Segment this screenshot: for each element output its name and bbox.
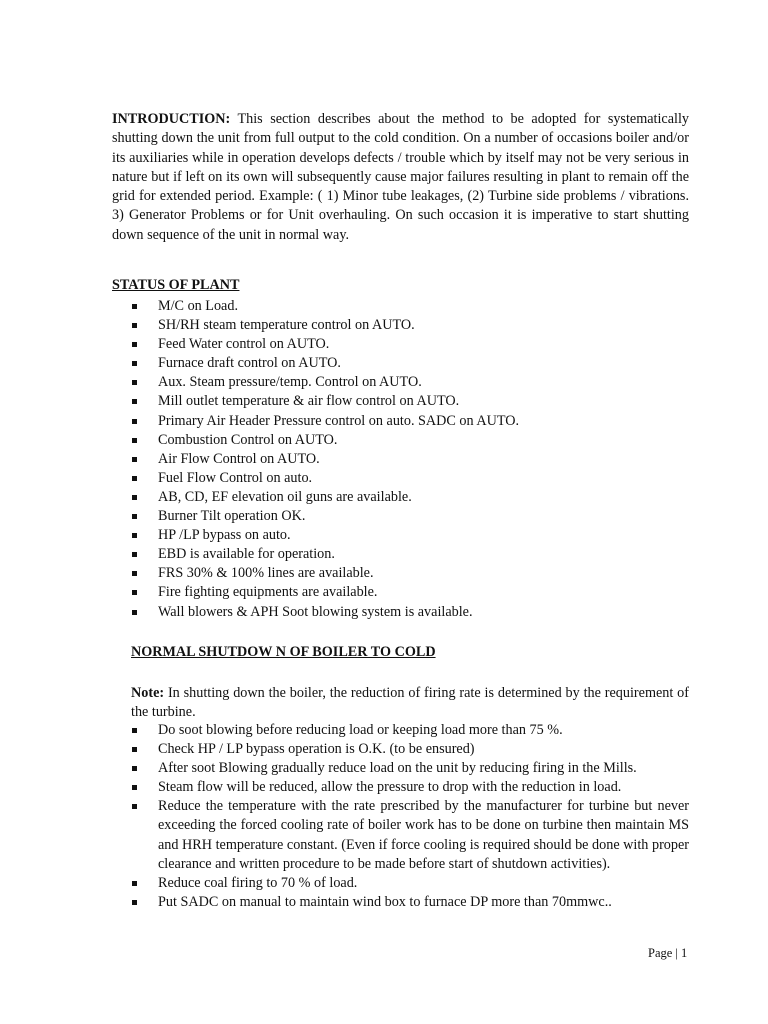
bullet-icon: [132, 380, 137, 385]
status-list-item: [112, 564, 689, 583]
bullet-icon: [132, 881, 137, 886]
bullet-icon: [132, 533, 137, 538]
list-item-text: AB, CD, EF elevation oil guns are available.: [158, 488, 412, 505]
status-list-item: [112, 392, 689, 411]
introduction-text: This section describes about the method to be adopted for systematically shutting down the unit from full output to the cold condition. On a number of occasions boiler and/or its auxiliaries while in operation develops defects / trouble which by itself may not be very serious in nature but if left on its own will subsequently cause major failures resulting in plant to remain off the grid for extended period. Example: ( 1) Minor tube leakages, (2) Turbine side problems / vibrations. 3) Generator Problems or for Unit overhauling. On such occasion it is imperative to start shutting down sequence of the unit in normal way.: [112, 111, 689, 243]
status-list-item: [112, 373, 689, 392]
bullet-icon: [132, 476, 137, 481]
status-list-item: [112, 488, 689, 507]
shutdown-steps-list: [112, 721, 689, 912]
list-item-text: Feed Water control on AUTO.: [158, 336, 330, 353]
shutdown-list-item: [112, 893, 689, 912]
list-item-text: Primary Air Header Pressure control on auto. SADC on AUTO.: [158, 412, 520, 429]
list-item-text: Furnace draft control on AUTO.: [158, 355, 341, 372]
bullet-icon: [132, 728, 137, 733]
list-item-text: SH/RH steam temperature control on AUTO.: [158, 317, 415, 334]
status-list-item: [112, 335, 689, 354]
list-item-text: Do soot blowing before reducing load or keeping load more than 75 %.: [158, 722, 563, 738]
list-item-text: HP /LP bypass on auto.: [158, 527, 291, 544]
introduction-label: INTRODUCTION:: [112, 111, 231, 127]
list-item-text: FRS 30% & 100% lines are available.: [158, 565, 374, 582]
list-item-text: Reduce coal firing to 70 % of load.: [158, 874, 358, 891]
list-item-text: Combustion Control on AUTO.: [158, 431, 338, 448]
bullet-icon: [132, 514, 137, 519]
bullet-icon: [132, 323, 137, 328]
list-item-text: M/C on Load.: [158, 298, 238, 314]
bullet-icon: [132, 342, 137, 347]
status-list-item: [112, 431, 689, 450]
list-item-text: After soot Blowing gradually reduce load on the unit by reducing firing in the Mills.: [158, 760, 637, 777]
status-list-item: [112, 526, 689, 545]
status-list-item: [112, 469, 689, 488]
shutdown-list-item: [112, 759, 689, 778]
bullet-icon: [132, 900, 137, 905]
list-item-text: Mill outlet temperature & air flow control on AUTO.: [158, 393, 460, 410]
list-item-text: Steam flow will be reduced, allow the pressure to drop with the reduction in load.: [158, 779, 622, 796]
shutdown-list-item: [112, 778, 689, 797]
status-list-item: [112, 583, 689, 602]
list-item-text: Burner Tilt operation OK.: [158, 508, 306, 525]
shutdown-note: [131, 684, 689, 723]
list-item-text: Put SADC on manual to maintain wind box to furnace DP more than 70mmwc..: [158, 893, 612, 910]
bullet-icon: [132, 571, 137, 576]
status-list-item: [112, 507, 689, 526]
page-number: Page | 1: [648, 946, 688, 960]
bullet-icon: [132, 361, 137, 366]
list-item-text: Aux. Steam pressure/temp. Control on AUTO.: [158, 374, 422, 391]
normal-shutdown-heading: NORMAL SHUTDOW N OF BOILER TO COLD: [131, 644, 436, 660]
bullet-icon: [132, 304, 137, 309]
bullet-icon: [132, 610, 137, 615]
list-item-text: EBD is available for operation.: [158, 546, 335, 563]
status-of-plant-heading: STATUS OF PLANT: [112, 277, 240, 293]
shutdown-list-item: [112, 797, 689, 873]
status-list-item: [112, 354, 689, 373]
bullet-icon: [132, 419, 137, 424]
bullet-icon: [132, 438, 137, 443]
list-item-text: Fire fighting equipments are available.: [158, 584, 378, 601]
shutdown-list-item: [112, 740, 689, 759]
status-list-item: [112, 545, 689, 564]
bullet-icon: [132, 457, 137, 462]
shutdown-list-item: [112, 874, 689, 893]
bullet-icon: [132, 747, 137, 752]
bullet-icon: [132, 766, 137, 771]
introduction-paragraph: [112, 110, 689, 245]
list-item-text: Wall blowers & APH Soot blowing system is available.: [158, 603, 473, 620]
bullet-icon: [132, 552, 137, 557]
status-list-item: [112, 603, 689, 622]
status-list-item: [112, 412, 689, 431]
bullet-icon: [132, 399, 137, 404]
list-item-text: Reduce the temperature with the rate prescribed by the manufacturer for turbine but never exceeding the forced cooling rate of boiler work has to be done on turbine then maintain MS and HRH temperature constant. (Even if force cooling is required should be done with proper clearance and written procedure to be made before start of shutdown activities).: [158, 798, 689, 872]
note-label: Note:: [131, 685, 165, 701]
bullet-icon: [132, 785, 137, 790]
note-text: In shutting down the boiler, the reduction of firing rate is determined by the requirement of the turbine.: [131, 685, 689, 721]
bullet-icon: [132, 590, 137, 595]
status-list-item: [112, 297, 689, 316]
list-item-text: Check HP / LP bypass operation is O.K. (to be ensured): [158, 741, 475, 758]
bullet-icon: [132, 804, 137, 809]
list-item-text: Fuel Flow Control on auto.: [158, 469, 313, 486]
status-list-item: [112, 316, 689, 335]
list-item-text: Air Flow Control on AUTO.: [158, 450, 320, 467]
shutdown-list-item: [112, 721, 689, 740]
status-list-item: [112, 450, 689, 469]
bullet-icon: [132, 495, 137, 500]
status-of-plant-list: [112, 297, 689, 622]
